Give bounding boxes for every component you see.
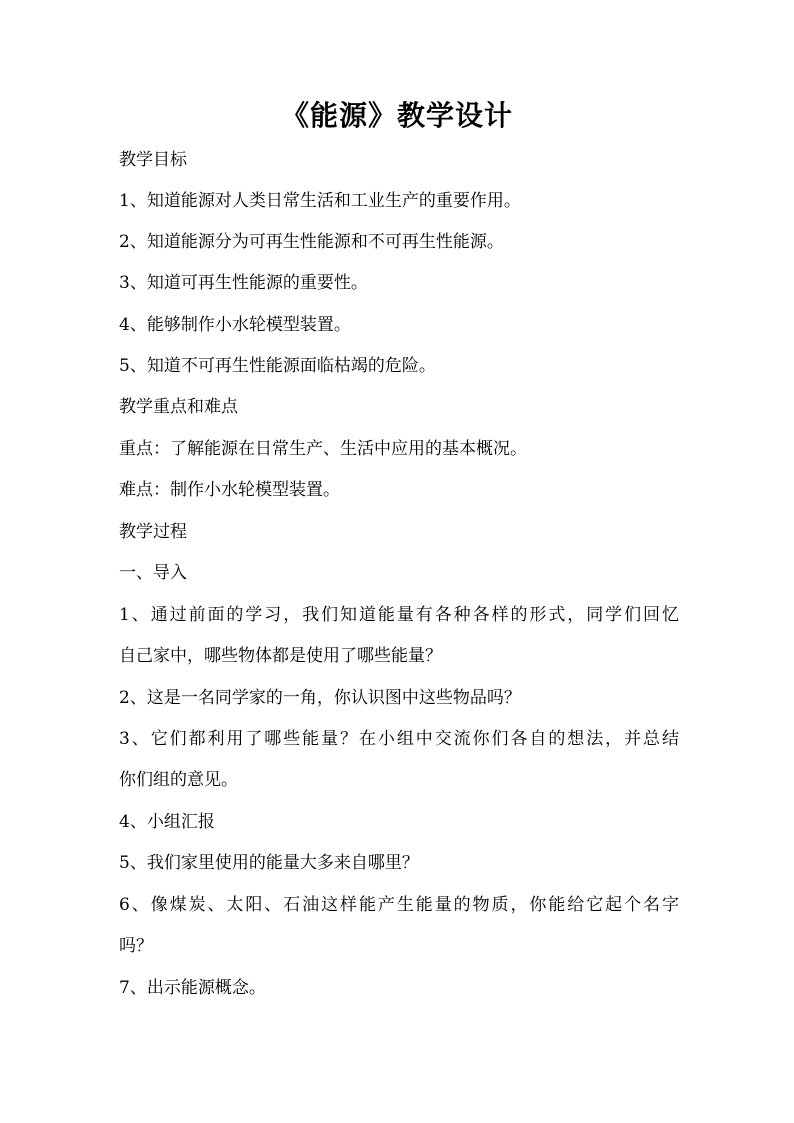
objective-item-1: 1、知道能源对人类日常生活和工业生产的重要作用。 (119, 191, 521, 211)
process-item-3-line-2: 你们组的意见。 (119, 770, 238, 790)
process-item-6-line-2: 吗？ (119, 936, 153, 956)
objective-item-3: 3、知道可再生性能源的重要性。 (119, 273, 368, 293)
objective-item-4: 4、能够制作小水轮模型装置。 (119, 315, 351, 335)
process-item-7: 7、出示能源概念。 (119, 978, 266, 998)
process-item-5: 5、我们家里使用的能量大多来自哪里？ (119, 853, 419, 873)
process-item-4: 4、小组汇报 (119, 812, 215, 832)
objective-item-5: 5、知道不可再生性能源面临枯竭的危险。 (119, 356, 436, 376)
heading-objectives: 教学目标 (119, 150, 187, 170)
process-item-1-line-2: 自己家中，哪些物体都是使用了哪些能量？ (119, 646, 442, 666)
process-item-2: 2、这是一名同学家的一角，你认识图中这些物品吗？ (119, 688, 521, 708)
process-item-3-line-1: 3、它们都利用了哪些能量？在小组中交流你们各自的想法，并总结 (119, 729, 679, 749)
objective-item-2: 2、知道能源分为可再生性能源和不可再生性能源。 (119, 232, 504, 252)
heading-process: 教学过程 (119, 522, 187, 542)
difficult-point: 难点：制作小水轮模型装置。 (119, 480, 340, 500)
heading-key-points: 教学重点和难点 (119, 397, 238, 417)
section-intro: 一、导入 (119, 563, 187, 583)
process-item-1-line-1: 1、通过前面的学习，我们知道能量有各种各样的形式，同学们回忆 (119, 605, 679, 625)
key-point: 重点：了解能源在日常生产、生活中应用的基本概况。 (119, 439, 527, 459)
document-title: 《能源》教学设计 (280, 99, 513, 132)
process-item-6-line-1: 6、像煤炭、太阳、石油这样能产生能量的物质，你能给它起个名字 (119, 895, 679, 915)
